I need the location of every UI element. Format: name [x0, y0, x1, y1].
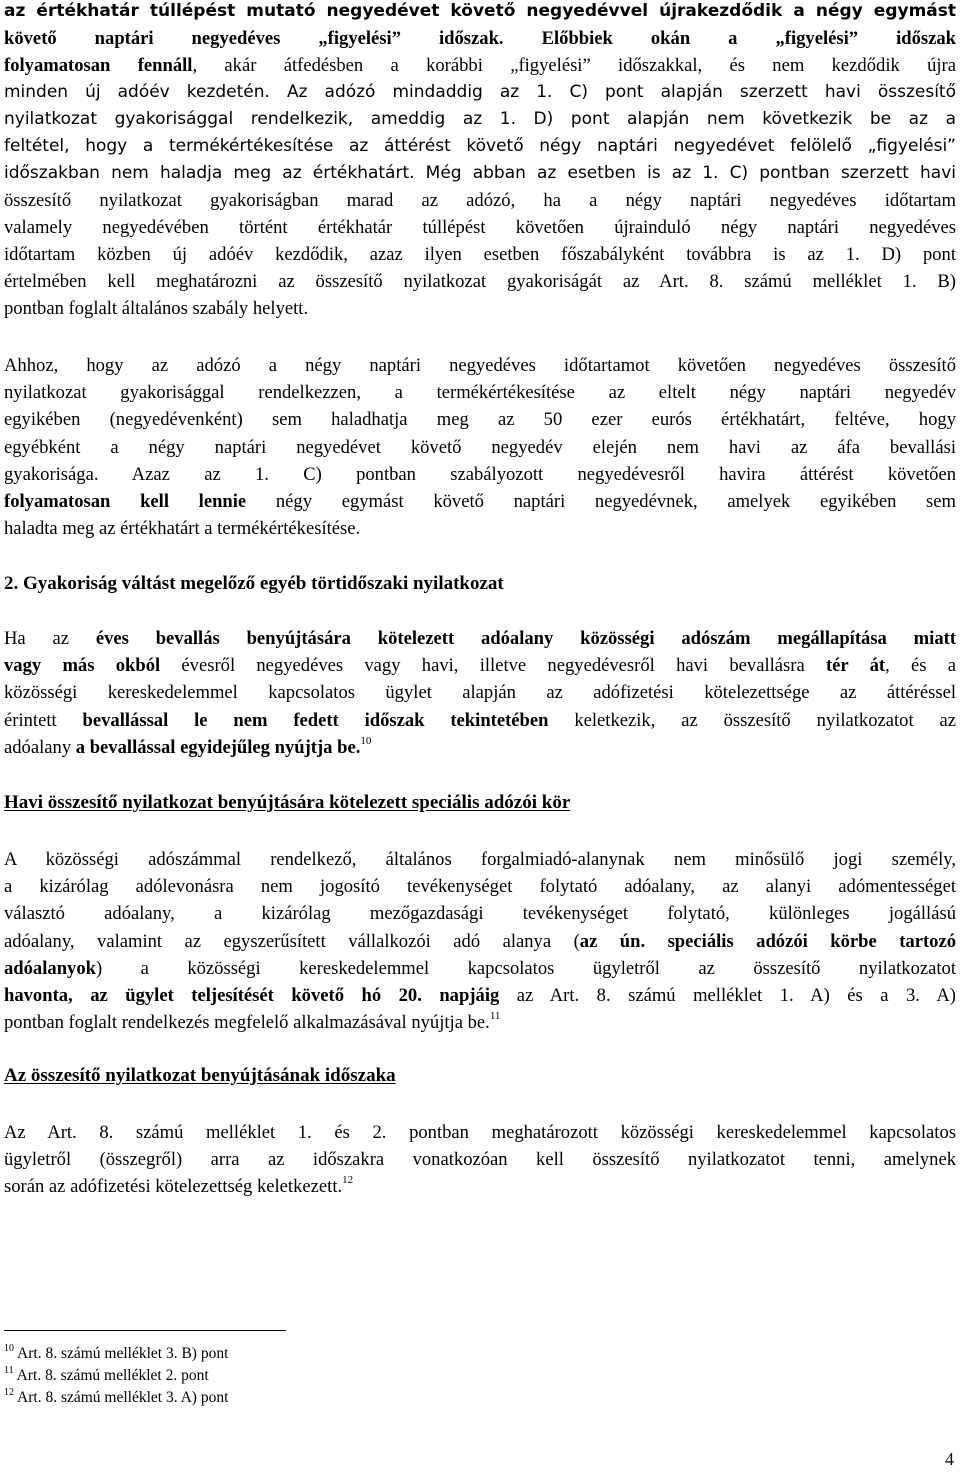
- text-line: feltétel, hogy a termékértékesítése az áttérést követő négy naptári negyedévet felölelő „figyelési”: [4, 136, 956, 156]
- text-line: során az adófizetési kötelezettség keletkezett.$^{12}$: [4, 1174, 354, 1198]
- text-line: egyikében (negyedévenként) sem haladhatja meg az 50 ezer eurós értékhatárt, feltéve, hogy: [4, 409, 956, 431]
- text-line: havonta, az ügylet teljesítését követő hó 20. napjáig az Art. 8. számú melléklet 1. A) és a 3. A): [4, 985, 956, 1007]
- text-line: értelmében kell meghatározni az összesítő nyilatkozat gyakoriságát az Art. 8. számú melléklet 1. B): [4, 271, 956, 292]
- footnote-ref: 12: [342, 1174, 354, 1187]
- paragraph-tortidoszaki-nyilatkozat: [4, 625, 956, 761]
- text-line: nyilatkozat gyakorisággal rendelkezik, ameddig az 1. D) pont alapján nem következik be az a: [4, 109, 956, 129]
- text-line: valamely negyedévében történt értékhatár túllépést követően újrainduló négy naptári negyedéves: [4, 217, 956, 238]
- text-line: egyébként a négy naptári negyedévet követő negyedév elején nem havi az áfa bevallási: [4, 436, 956, 458]
- text-line: Ha az éves bevallás benyújtására kötelezett adóalany közösségi adószám megállapítása miatt: [4, 628, 957, 649]
- page-number: 4: [945, 1449, 954, 1469]
- text-line: követő naptári negyedéves „figyelési” időszak. Előbbiek okán a „figyelési” időszak: [4, 28, 956, 49]
- text-line: adóalany, valamint az egyszerűsített vállalkozói adó alanya (az ún. speciális adózói körbe tartozó: [4, 930, 956, 952]
- footnote-ref: 10: [360, 734, 372, 747]
- text-line: a kizárólag adólevonásra nem jogosító tevékenységet folytató adóalany, az alanyi adómentességet: [4, 876, 956, 898]
- text-line: az értékhatár túllépést mutató negyedévet követő negyedévvel újrakezdődik a négy egymást: [4, 1, 956, 21]
- text-line: pontban foglalt általános szabály helyett.: [4, 298, 309, 319]
- text-line: közösségi kereskedelemmel kapcsolatos ügylet alapján az adófizetési kötelezettsége az áttéréssel: [4, 682, 956, 704]
- text-line: pontban foglalt rendelkezés megfelelő alkalmazásával nyújtja be.$^{11}$: [4, 1010, 501, 1034]
- text-line: A közösségi adószámmal rendelkező, általános forgalmiadó-alanynak nem minősülő jogi személy,: [4, 849, 956, 870]
- text-line: adóalanyok) a közösségi kereskedelemmel kapcsolatos ügyletről az összesítő nyilatkozatot: [4, 957, 956, 979]
- text-line: folyamatosan kell lennie négy egymást követő naptári negyedévnek, amelyek egyikében sem: [4, 491, 957, 513]
- footnote-separator: [4, 1330, 286, 1331]
- text-line: gyakorisága. Azaz az 1. C) pontban szabályozott negyedévesről havira áttérést követően: [4, 463, 956, 485]
- text-line: nyilatkozat gyakorisággal rendelkezzen, a termékértékesítése az eltelt négy naptári negyedév: [4, 382, 956, 404]
- text-line: érintett bevallással le nem fedett időszak tekintetében keletkezik, az összesítő nyilatkozatot az: [4, 709, 956, 731]
- text-line: időszakban nem haladja meg az értékhatárt. Még abban az esetben is az 1. C) pontban szerzett havi: [4, 163, 956, 183]
- text-line: választó adóalany, a kizárólag mezőgazdasági tevékenységet folytató, különleges jogállású: [4, 903, 956, 925]
- section-heading: Havi összesítő nyilatkozat benyújtására kötelezett speciális adózói kör: [4, 792, 571, 813]
- text-line: adóalany a bevallással egyidejűleg nyújtja be.$^{10}$: [4, 734, 372, 758]
- text-line: Az Art. 8. számú melléklet 1. és 2. pontban meghatározott közösségi kereskedelemmel kapcsolatos: [4, 1122, 956, 1143]
- text-line: haladta meg az értékhatárt a termékértékesítése.: [4, 518, 361, 540]
- footnote: $^{12}$ Art. 8. számú melléklet 3. A) pont: [4, 1387, 229, 1406]
- paragraph-specialis-adozoi-kor: [4, 846, 956, 1036]
- text-line: időtartam közben új adóév kezdődik, azaz ilyen esetben főszabályként továbbra is az 1. D) pont: [4, 244, 956, 265]
- text-line: vagy más okból évesről negyedéves vagy havi, illetve negyedévesről havi bevallásra tér át, és a: [4, 655, 957, 677]
- section-heading: Az összesítő nyilatkozat benyújtásának időszaka: [4, 1065, 396, 1086]
- text-line: ügyletről (összegről) arra az időszakra vonatkozóan kell összesítő nyilatkozatot tenni, amelynek: [4, 1149, 956, 1171]
- paragraph-negyedeves-gyakorisag: [4, 352, 956, 542]
- paragraph-figyelesi-idoszak: [4, 0, 956, 322]
- footnote: $^{11}$ Art. 8. számú melléklet 2. pont: [4, 1365, 209, 1384]
- text-line: folyamatosan fennáll, akár átfedésben a korábbi „figyelési” időszakkal, és nem kezdődik újra: [4, 55, 956, 76]
- text-line: minden új adóév kezdetén. Az adózó mindaddig az 1. C) pont alapján szerzett havi összesítő: [4, 82, 956, 102]
- footnote-ref: 11: [489, 1010, 501, 1023]
- text-line: összesítő nyilatkozat gyakoriságban marad az adózó, ha a négy naptári negyedéves időtartam: [4, 190, 956, 211]
- section-heading: 2. Gyakoriság váltást megelőző egyéb törtidőszaki nyilatkozat: [4, 573, 504, 594]
- paragraph-benyujtas-idoszaka: [4, 1119, 956, 1201]
- text-line: Ahhoz, hogy az adózó a négy naptári negyedéves időtartamot követően negyedéves összesítő: [4, 355, 956, 376]
- footnote: $^{10}$ Art. 8. számú melléklet 3. B) pont: [4, 1343, 229, 1362]
